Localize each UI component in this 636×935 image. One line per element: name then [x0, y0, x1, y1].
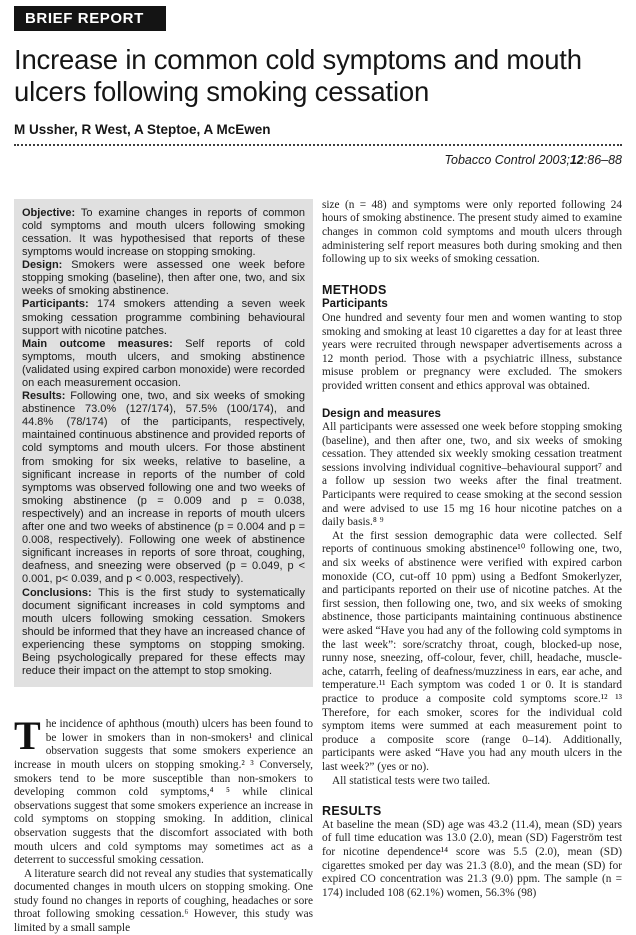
design-and-measures-subheading: Design and measures [322, 407, 441, 420]
abstract-participants: Participants: 174 smokers attending a seven week smoking cessation programme combining behavioural support with nicotine patches. [22, 298, 305, 337]
drop-cap: T [14, 713, 41, 759]
design-paragraph-2: At the first session demographic data were collected. Self reports of continuous smoking abstinence¹⁰ following one, two, and six weeks of abstinence were verified with expired carbon monoxide (CO, cut-off 10 ppm) using a Bedfont Smokerlyzer, and participants reported on their use of nicotine patches. At the first session, then following one, two, and six weeks of smoking abstinence, those participants maintaining continuous abstinence were asked “Have you had any of the following cold symptoms in the last week”: sore/scratchy throat, cough, blocked-up nose, runny nose, sneezing, off-colour, fever, chill, headache, muscle-ache, catarrh, feeling of deafness/muzziness in ears, ear ache, and temperature.¹¹ Each symptom was coded 1 or 0. It is standard practice to produce a composite cold symptoms score.¹² ¹³ Therefore, for each smoker, scores for the individual cold symptom items were summed at each measurement point to produce a composite score (range 0–14). Additionally, participants were asked “Have you had any mouth ulcers in the last week?” (yes or no). [322, 529, 622, 773]
citation-year: 2003; [535, 152, 570, 167]
dotted-divider [14, 144, 622, 146]
intro-continuation-paragraph: size (n = 48) and symptoms were only reported following 24 hours of smoking abstinence. The present study aimed to examine changes in common cold symptoms and mouth ulcers through administering self report measures both during smoking and then following up to six weeks of smoking cessation. [322, 198, 622, 266]
intro-paragraph-1: The incidence of aphthous (mouth) ulcers has been found to be lower in smokers than in non-smokers¹ and clinical observation suggests that some smokers experience an increase in mouth ulcers on stopping smoking.² ³ Conversely, smokers tend to be more susceptible than non-smokers to developing common cold symptoms,⁴ ⁵ while clinical observations suggest that some smokers experience an increase in cold symptoms on stopping smoking. In addition, clinical observation suggests that the discomfort associated with both mouth ulcers and cold symptoms may sometimes act as a deterrent to successful smoking cessation. [14, 713, 313, 867]
authors-line: M Ussher, R West, A Steptoe, A McEwen [14, 121, 271, 137]
participants-paragraph: One hundred and seventy four men and women wanting to stop smoking and smoking at least 10 cigarettes a day for at least three years were recruited through newspaper advertisements across a 12 month period. Those with a psychiatric illness, substance misuse problem or pregnancy were excluded. The smokers provided written consent and ethics approval was obtained. [322, 311, 622, 392]
abstract-box [14, 199, 313, 687]
two-column-layout [14, 199, 622, 935]
journal-citation [14, 153, 622, 167]
results-paragraph-1: At baseline the mean (SD) age was 43.2 (11.4), mean (SD) years of full time education was 13.0 (2.0), mean (SD) Fagerström test for nicotine dependence¹⁴ score was 5.5 (2.0), mean (SD) cigarettes smoked per day was 21.3 (8.0), and the mean (SD) for expired CO concentration was 21.3 (9.0) ppm. The sample (n = 174) included 108 (62.1%) women, 56.3% (98) [322, 818, 622, 899]
introduction-section [14, 713, 313, 935]
design-paragraph-1: All participants were assessed one week before stopping smoking (baseline), and then after one, two, and six weeks of smoking cessation. They attended six weekly smoking cessation treatment sessions involving individual cognitive–behavioural support⁷ and a follow up session two weeks after the final treatment. Participants were required to cease smoking at the second session and were advised to use 15 mg 16 hour nicotine patches on a daily basis.⁸ ⁹ [322, 421, 622, 529]
abstract-conclusions: Conclusions: This is the first study to systematically document significant increases in cold symptoms and mouth ulcers following smoking cessation. Smokers should be informed that they have an increased chance of experiencing these symptoms on stopping smoking. Being psychologically prepared for these effects may reduce their impact on the attempt to stop smoking. [22, 586, 305, 678]
intro-paragraph-2: A literature search did not reveal any studies that systematically documented changes in mouth ulcers on stopping smoking. One study found no changes in reports of coughing, headaches or sore throat following smoking cessation.⁶ However, this study was limited by a small sample [14, 867, 313, 935]
participants-subheading: Participants [322, 298, 388, 311]
abstract-objective: Objective: To examine changes in reports of common cold symptoms and mouth ulcers following smoking cessation. It was hypothesised that reports of these symptoms would increase on stopping smoking. [22, 206, 305, 259]
page-title: Increase in common cold symptoms and mouth ulcers following smoking cessation [14, 44, 582, 107]
results-heading: RESULTS [322, 804, 382, 819]
left-column [14, 199, 313, 935]
methods-heading: METHODS [322, 282, 387, 297]
design-paragraph-3: All statistical tests were two tailed. [332, 774, 491, 787]
abstract-design: Design: Smokers were assessed one week before stopping smoking (baseline), then after one, two, and six weeks of smoking abstinence. [22, 259, 305, 298]
page-content [14, 6, 622, 935]
citation-volume: 12 [569, 152, 584, 167]
abstract-main-outcome-measures: Main outcome measures: Self reports of cold symptoms, mouth ulcers, and smoking abstinence (validated using expired carbon monoxide) were recorded on each measurement occasion. [22, 337, 305, 389]
journal-name: Tobacco Control [444, 152, 536, 167]
abstract-results: Results: Following one, two, and six weeks of smoking abstinence 73.0% (127/174), 57.5% (100/174), and 44.8% (78/174) of the participants, respectively, maintained continuous abstinence and provided reports of cold symptoms and mouth ulcers. For those abstinent from smoking for six weeks, relative to baseline, a significant increase in reports of the number of cold symptoms was observed following one and two weeks of smoking abstinence (p = 0.009 and p = 0.038, respectively) and an increase in reports of mouth ulcers after one and two weeks of abstinence (p = 0.004 and p = 0.008, respectively). Following one week of abstinence significant increases in reports of sore throat, coughing, deafness, and sneezing were observed (p = 0.049, p < 0.001, p< 0.039, and p < 0.003, respectively). [22, 390, 305, 586]
right-column [322, 199, 622, 901]
article-type-banner: BRIEF REPORT [14, 6, 166, 31]
citation-pages: :86–88 [583, 152, 622, 167]
